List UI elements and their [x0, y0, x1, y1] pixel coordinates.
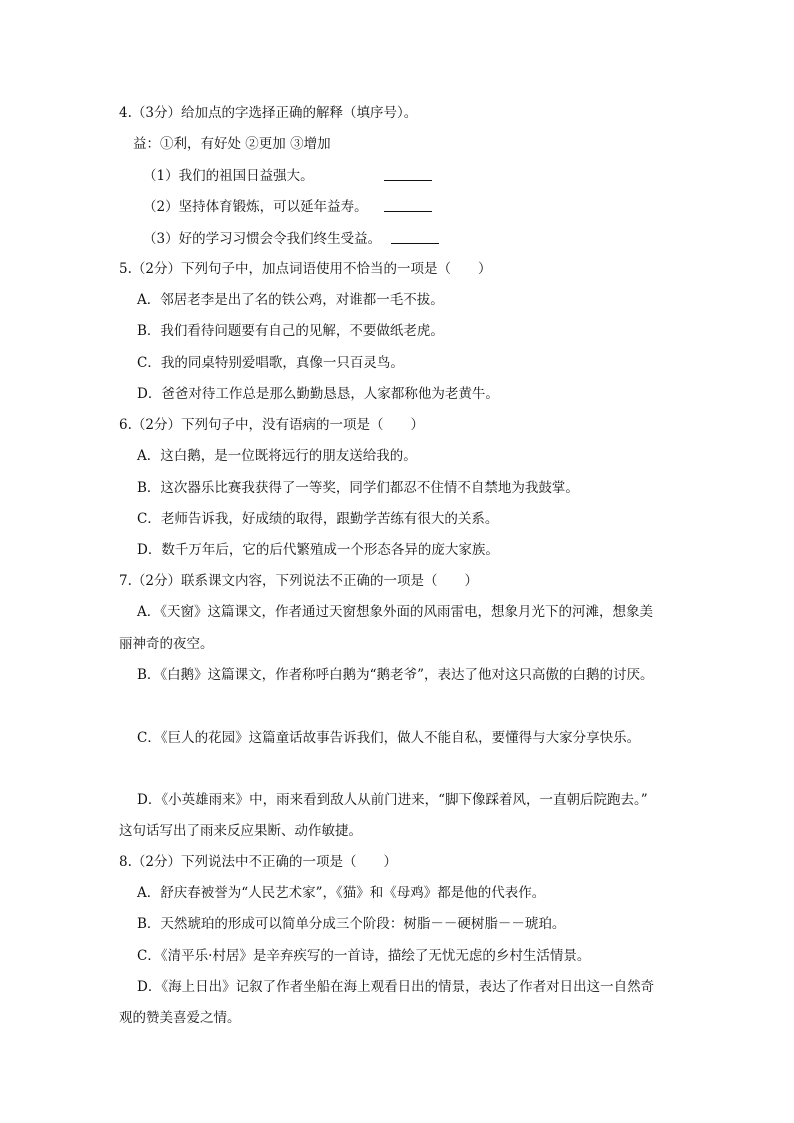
- q7-option-a-line1: A．《天窗》这篇课文，作者通过天窗想象外面的风雨雷电，想象月光下的河滩，想象美: [137, 604, 653, 620]
- q4-header: 4.（3分）给加点的字选择正确的解释（填序号）。: [119, 105, 418, 121]
- q7-option-a-line2: 丽神奇的夜空。: [119, 636, 214, 652]
- q4-item-2: [143, 197, 368, 217]
- q8-option-d-line2: 观的赞美喜爱之情。: [119, 1010, 241, 1026]
- q6-header: 6.（2分）下列句子中，没有语病的一项是（ ）: [119, 417, 424, 433]
- q5-option-d: D．爸爸对待工作总是那么勤勤恳恳，人家都称他为老黄牛。: [137, 386, 499, 402]
- q5-option-a: A．邻居老李是出了名的铁公鸡，对谁都一毛不拔。: [137, 292, 444, 308]
- q6-option-b: B．这次器乐比赛我获得了一等奖，同学们都忍不住情不自禁地为我鼓掌。: [137, 480, 579, 496]
- q6-option-d: D．数千万年后，它的后代繁殖成一个形态各异的庞大家族。: [137, 542, 499, 558]
- q7-header: 7.（2分）联系课文内容，下列说法不正确的一项是（ ）: [119, 573, 478, 589]
- q5-header: 5.（2分）下列句子中，加点词语使用不恰当的一项是（ ）: [119, 261, 492, 277]
- q4-answer-blank-2[interactable]: [384, 197, 432, 212]
- q4-item-1: [143, 166, 314, 186]
- q8-option-b: B．天然琥珀的形成可以简单分成三个阶段：树脂－－硬树脂－－琥珀。: [137, 916, 566, 932]
- q7-option-d-line2: 这句话写出了雨来反应果断、动作敏捷。: [119, 823, 362, 839]
- q6-option-c: C．老师告诉我，好成绩的取得，跟勤学苦练有很大的关系。: [137, 511, 499, 527]
- q7-option-d-line1: D．《小英雄雨来》中，雨来看到敌人从前门进来，“脚下像踩着风，一直朝后院跑去。”: [137, 792, 648, 808]
- q4-answer-blank-1[interactable]: [384, 166, 432, 181]
- q5-option-c: C．我的同桌特别爱唱歌，真像一只百灵鸟。: [137, 355, 404, 371]
- q7-option-c: C．《巨人的花园》这篇童话故事告诉我们，做人不能自私，要懂得与大家分享快乐。: [137, 730, 641, 746]
- q6-option-a: A．这白鹅，是一位既将远行的朋友送给我的。: [137, 448, 417, 464]
- q8-option-a: A．舒庆春被誉为“人民艺术家”，《猫》和《母鸡》都是他的代表作。: [137, 885, 546, 901]
- q4-answer-blank-3[interactable]: [391, 229, 439, 244]
- q7-option-b: B．《白鹅》这篇课文，作者称呼白鹅为“鹅老爷”，表达了他对这只高傲的白鹅的讨厌。: [137, 667, 654, 683]
- q4-definition: 益：①利，有好处 ②更加 ③增加: [133, 136, 331, 152]
- q5-option-b: B．我们看待问题要有自己的见解，不要做纸老虎。: [137, 323, 444, 339]
- q8-header: 8.（2分）下列说法中不正确的一项是（ ）: [119, 854, 397, 870]
- q4-item-3-text: （3）好的学习习惯会令我们终生受益。: [143, 231, 382, 247]
- q8-option-d-line1: D．《海上日出》记叙了作者坐船在海上观看日出的情景，表达了作者对日出这一自然奇: [137, 979, 655, 995]
- q8-option-c: C．《清平乐·村居》是辛弃疾写的一首诗，描绘了无忧无虑的乡村生活情景。: [137, 948, 591, 964]
- q4-item-3: [143, 229, 381, 249]
- q4-item-1-text: （1）我们的祖国日益强大。: [143, 168, 314, 184]
- q4-item-2-text: （2）坚持体育锻炼，可以延年益寿。: [143, 199, 368, 215]
